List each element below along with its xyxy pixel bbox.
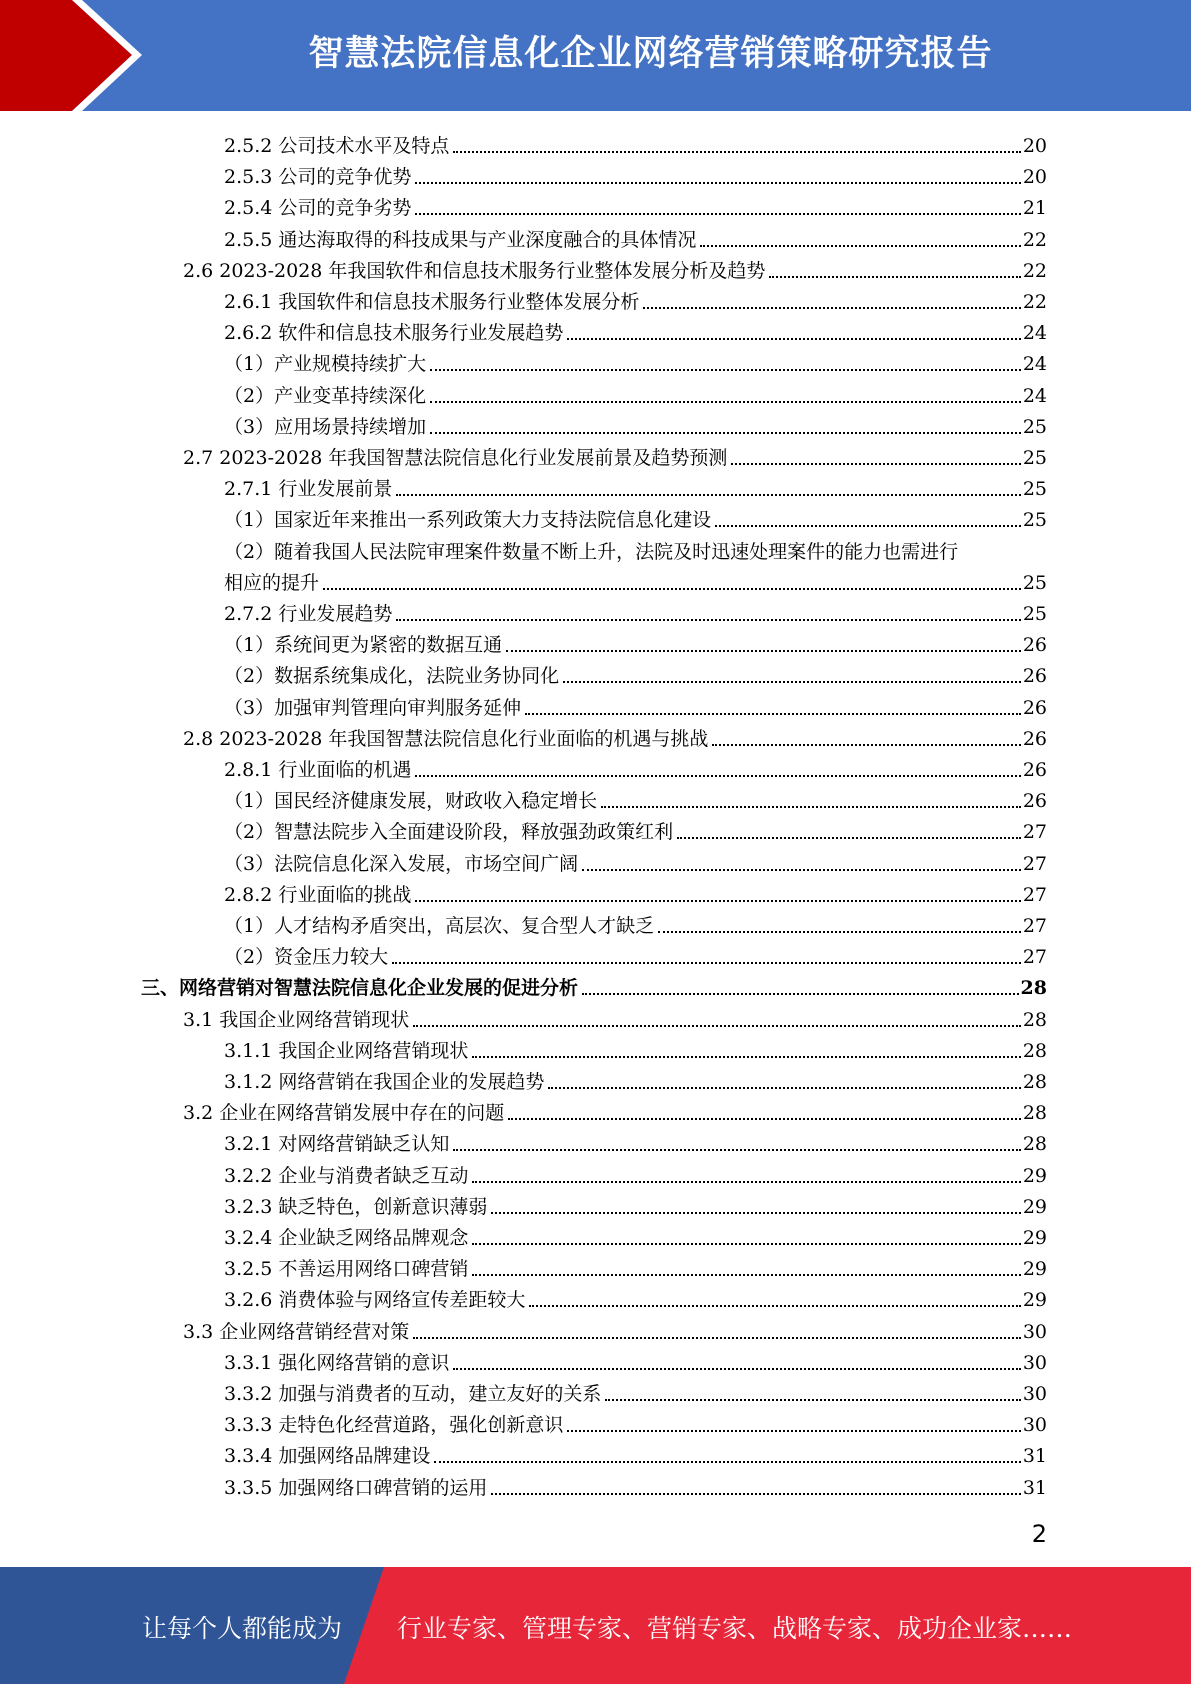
toc-entry-page: 28 — [1020, 977, 1047, 999]
toc-entry[interactable] — [141, 970, 1047, 1001]
toc-entry[interactable] — [224, 471, 1047, 502]
toc-entry[interactable] — [224, 190, 1047, 221]
toc-entry-label: （2）产业变革持续深化 — [224, 385, 427, 407]
toc-dot-leader — [323, 588, 1021, 590]
toc-dot-leader — [472, 1181, 1020, 1183]
toc-entry-page: 27 — [1022, 821, 1047, 843]
toc-entry-page: 26 — [1022, 728, 1047, 750]
toc-dot-leader — [582, 993, 1019, 995]
toc-entry-label: 3.1 我国企业网络营销现状 — [183, 1009, 410, 1031]
toc-entry-label: （2）随着我国人民法院审理案件数量不断上升，法院及时迅速处理案件的能力也需进行 — [224, 541, 959, 563]
toc-entry-page: 27 — [1022, 853, 1047, 875]
toc-entry-label: 3.2.5 不善运用网络口碑营销 — [224, 1258, 469, 1280]
toc-entry-page: 30 — [1022, 1383, 1047, 1405]
toc-entry-page: 31 — [1022, 1477, 1047, 1499]
toc-dot-leader — [567, 1430, 1020, 1432]
toc-entry[interactable] — [224, 409, 1047, 440]
toc-entry-page: 25 — [1022, 478, 1047, 500]
toc-entry-label: 相应的提升 — [224, 572, 320, 594]
toc-entry-label: 3.3.2 加强与消费者的互动，建立友好的关系 — [224, 1383, 602, 1405]
toc-entry[interactable] — [224, 1158, 1047, 1189]
toc-entry-label: 3.2.4 企业缺乏网络品牌观念 — [224, 1227, 469, 1249]
toc-entry-page: 29 — [1022, 1227, 1047, 1249]
toc-entry-label: （1）国家近年来推出一系列政策大力支持法院信息化建设 — [224, 509, 712, 531]
toc-entry-label: 3.3 企业网络营销经营对策 — [183, 1321, 410, 1343]
toc-entry-label: 2.5.3 公司的竞争优势 — [224, 166, 412, 188]
toc-dot-leader — [712, 744, 1020, 746]
toc-entry-page: 31 — [1022, 1445, 1047, 1467]
toc-entry-label: 3.1.1 我国企业网络营销现状 — [224, 1040, 469, 1062]
toc-entry-page: 30 — [1022, 1321, 1047, 1343]
toc-entry-page: 25 — [1022, 416, 1047, 438]
toc-dot-leader — [506, 650, 1021, 652]
toc-entry[interactable] — [224, 1407, 1047, 1438]
toc-entry[interactable] — [224, 1376, 1047, 1407]
toc-entry-label: （1）系统间更为紧密的数据互通 — [224, 634, 503, 656]
toc-entry-page: 24 — [1022, 385, 1047, 407]
toc-entry-page: 27 — [1022, 946, 1047, 968]
toc-entry-page: 20 — [1022, 135, 1047, 157]
toc-dot-leader — [430, 369, 1021, 371]
toc-dot-leader — [415, 213, 1020, 215]
toc-entry[interactable] — [224, 908, 1047, 939]
toc-entry-label: 2.6.1 我国软件和信息技术服务行业整体发展分析 — [224, 291, 640, 313]
toc-dot-leader — [529, 1305, 1020, 1307]
toc-dot-leader — [415, 775, 1020, 777]
toc-entry-label: 3.3.4 加强网络品牌建设 — [224, 1445, 431, 1467]
toc-entry[interactable] — [224, 658, 1047, 689]
toc-dot-leader — [413, 1337, 1021, 1339]
toc-entry[interactable] — [224, 1220, 1047, 1251]
toc-entry[interactable] — [224, 128, 1047, 159]
toc-entry-page: 27 — [1022, 884, 1047, 906]
toc-entry[interactable] — [224, 877, 1047, 908]
toc-entry[interactable] — [224, 378, 1047, 409]
toc-dot-leader — [601, 806, 1021, 808]
toc-entry[interactable] — [224, 814, 1047, 845]
toc-entry-label: 2.5.4 公司的竞争劣势 — [224, 197, 412, 219]
toc-entry-label: 3.2.6 消费体验与网络宣传差距较大 — [224, 1289, 526, 1311]
toc-entry-page: 28 — [1022, 1071, 1047, 1093]
toc-entry-page: 28 — [1022, 1102, 1047, 1124]
toc-entry-label: 3.3.5 加强网络口碑营销的运用 — [224, 1477, 488, 1499]
toc-entry-page: 30 — [1022, 1352, 1047, 1374]
toc-entry-label: 3.1.2 网络营销在我国企业的发展趋势 — [224, 1071, 545, 1093]
toc-entry-label: （3）应用场景持续增加 — [224, 416, 427, 438]
toc-entry-label: 3.2.1 对网络营销缺乏认知 — [224, 1133, 450, 1155]
toc-entry-page: 28 — [1022, 1133, 1047, 1155]
toc-dot-leader — [434, 1461, 1020, 1463]
toc-entry[interactable] — [224, 1251, 1047, 1282]
toc-entry-label: 2.7 2023-2028 年我国智慧法院信息化行业发展前景及趋势预测 — [183, 447, 728, 469]
toc-dot-leader — [677, 837, 1021, 839]
toc-entry[interactable] — [183, 1314, 1047, 1345]
header-arrow-decoration — [0, 0, 150, 111]
toc-entry-label: 2.8.2 行业面临的挑战 — [224, 884, 412, 906]
toc-dot-leader — [430, 432, 1021, 434]
toc-entry-label: （2）数据系统集成化，法院业务协同化 — [224, 665, 560, 687]
toc-entry-label: 2.6 2023-2028 年我国软件和信息技术服务行业整体发展分析及趋势 — [183, 260, 766, 282]
toc-entry-label: 3.3.3 走特色化经营道路，强化创新意识 — [224, 1414, 564, 1436]
toc-entry-page: 26 — [1022, 634, 1047, 656]
toc-entry[interactable] — [183, 440, 1047, 471]
toc-dot-leader — [700, 245, 1020, 247]
toc-dot-leader — [643, 307, 1020, 309]
toc-entry-page: 22 — [1022, 291, 1047, 313]
toc-dot-leader — [731, 463, 1020, 465]
toc-dot-leader — [453, 1368, 1020, 1370]
toc-entry[interactable] — [224, 596, 1047, 627]
toc-entry[interactable] — [224, 1189, 1047, 1220]
toc-dot-leader — [582, 869, 1021, 871]
toc-entry[interactable] — [224, 1470, 1047, 1501]
toc-entry[interactable] — [183, 1095, 1047, 1126]
toc-entry[interactable] — [183, 1002, 1047, 1033]
toc-entry-label: （2）资金压力较大 — [224, 946, 389, 968]
toc-entry-page: 25 — [1022, 447, 1047, 469]
toc-entry-label: （3）加强审判管理向审判服务延伸 — [224, 697, 522, 719]
toc-entry-page: 27 — [1022, 915, 1047, 937]
toc-entry[interactable] — [224, 783, 1047, 814]
toc-dot-leader — [472, 1056, 1020, 1058]
toc-entry-page: 29 — [1022, 1196, 1047, 1218]
toc-dot-leader — [430, 401, 1021, 403]
toc-dot-leader — [491, 1493, 1020, 1495]
toc-entry-label: 三、网络营销对智慧法院信息化企业发展的促进分析 — [141, 977, 579, 999]
toc-entry[interactable] — [224, 627, 1047, 658]
toc-dot-leader — [605, 1399, 1020, 1401]
toc-dot-leader — [396, 494, 1020, 496]
toc-entry[interactable] — [224, 1345, 1047, 1376]
toc-entry-label: （2）智慧法院步入全面建设阶段，释放强劲政策红利 — [224, 821, 674, 843]
toc-entry-label: 2.7.1 行业发展前景 — [224, 478, 393, 500]
toc-entry-label: 2.8.1 行业面临的机遇 — [224, 759, 412, 781]
toc-dot-leader — [508, 1118, 1021, 1120]
toc-entry[interactable] — [224, 315, 1047, 346]
toc-dot-leader — [769, 276, 1020, 278]
toc-entry-label: （1）产业规模持续扩大 — [224, 353, 427, 375]
toc-entry-page: 24 — [1022, 353, 1047, 375]
toc-dot-leader — [392, 962, 1021, 964]
toc-entry-label: 2.6.2 软件和信息技术服务行业发展趋势 — [224, 322, 564, 344]
toc-entry[interactable] — [224, 222, 1047, 253]
footer-slogan-left: 让每个人都能成为 — [142, 1614, 343, 1643]
toc-dot-leader — [472, 1274, 1020, 1276]
toc-entry-label: 3.2 企业在网络营销发展中存在的问题 — [183, 1102, 505, 1124]
toc-entry[interactable] — [224, 1033, 1047, 1064]
report-title: 智慧法院信息化企业网络营销策略研究报告 — [308, 34, 993, 74]
toc-dot-leader — [415, 900, 1020, 902]
toc-dot-leader — [563, 681, 1021, 683]
toc-entry[interactable] — [224, 939, 1047, 970]
toc-dot-leader — [472, 1243, 1020, 1245]
toc-entry[interactable] — [183, 721, 1047, 752]
toc-entry-label: 2.5.5 通达海取得的科技成果与产业深度融合的具体情况 — [224, 229, 697, 251]
toc-entry-label: 3.2.3 缺乏特色，创新意识薄弱 — [224, 1196, 488, 1218]
toc-dot-leader — [415, 182, 1020, 184]
toc-entry-page: 26 — [1022, 759, 1047, 781]
toc-entry-label: 2.8 2023-2028 年我国智慧法院信息化行业面临的机遇与挑战 — [183, 728, 709, 750]
toc-entry-label: （3）法院信息化深入发展，市场空间广阔 — [224, 853, 579, 875]
toc-dot-leader — [491, 1212, 1020, 1214]
toc-entry-page: 26 — [1022, 665, 1047, 687]
toc-entry-page: 29 — [1022, 1165, 1047, 1187]
toc-dot-leader — [453, 1149, 1020, 1151]
toc-entry-label: （1）国民经济健康发展，财政收入稳定增长 — [224, 790, 598, 812]
toc-entry[interactable] — [224, 502, 1047, 533]
toc-entry[interactable] — [224, 284, 1047, 315]
toc-entry-page: 25 — [1022, 509, 1047, 531]
toc-entry[interactable] — [224, 1438, 1047, 1469]
footer-banner — [0, 1567, 1191, 1684]
toc-entry[interactable] — [224, 346, 1047, 377]
toc-entry-page: 28 — [1022, 1040, 1047, 1062]
toc-entry-page: 26 — [1022, 697, 1047, 719]
toc-dot-leader — [413, 1025, 1021, 1027]
toc-entry-page: 28 — [1022, 1009, 1047, 1031]
toc-entry-page: 29 — [1022, 1289, 1047, 1311]
toc-entry[interactable] — [224, 159, 1047, 190]
toc-dot-leader — [548, 1087, 1020, 1089]
toc-entry[interactable] — [224, 752, 1047, 783]
header-banner — [0, 0, 1191, 111]
toc-entry[interactable] — [183, 253, 1047, 284]
toc-dot-leader — [525, 713, 1021, 715]
toc-dot-leader — [658, 931, 1021, 933]
toc-entry[interactable] — [224, 565, 1047, 596]
toc-entry[interactable] — [224, 846, 1047, 877]
toc-entry-page: 20 — [1022, 166, 1047, 188]
footer-slogan-right: 行业专家、管理专家、营销专家、战略专家、成功企业家…… — [397, 1614, 1073, 1643]
toc-entry-label: 3.3.1 强化网络营销的意识 — [224, 1352, 450, 1374]
toc-entry-page: 24 — [1022, 322, 1047, 344]
toc-dot-leader — [715, 525, 1021, 527]
page-number: 2 — [1031, 1520, 1047, 1548]
toc-entry-page: 25 — [1022, 572, 1047, 594]
toc-entry-page: 25 — [1022, 603, 1047, 625]
toc-dot-leader — [567, 338, 1020, 340]
toc-entry-page: 29 — [1022, 1258, 1047, 1280]
toc-entry-page: 30 — [1022, 1414, 1047, 1436]
toc-entry[interactable] — [224, 1126, 1047, 1157]
toc-entry-page: 21 — [1022, 197, 1047, 219]
toc-entry[interactable] — [224, 1282, 1047, 1313]
toc-dot-leader — [396, 619, 1020, 621]
toc-entry-page: 22 — [1022, 229, 1047, 251]
toc-entry-page: 26 — [1022, 790, 1047, 812]
toc-entry-page: 22 — [1022, 260, 1047, 282]
toc-entry[interactable] — [224, 1064, 1047, 1095]
toc-dot-leader — [453, 151, 1020, 153]
toc-entry[interactable] — [224, 690, 1047, 721]
toc-entry-label: 3.2.2 企业与消费者缺乏互动 — [224, 1165, 469, 1187]
toc-entry-label: 2.7.2 行业发展趋势 — [224, 603, 393, 625]
toc-entry-label: 2.5.2 公司技术水平及特点 — [224, 135, 450, 157]
toc-entry-label: （1）人才结构矛盾突出，高层次、复合型人才缺乏 — [224, 915, 655, 937]
